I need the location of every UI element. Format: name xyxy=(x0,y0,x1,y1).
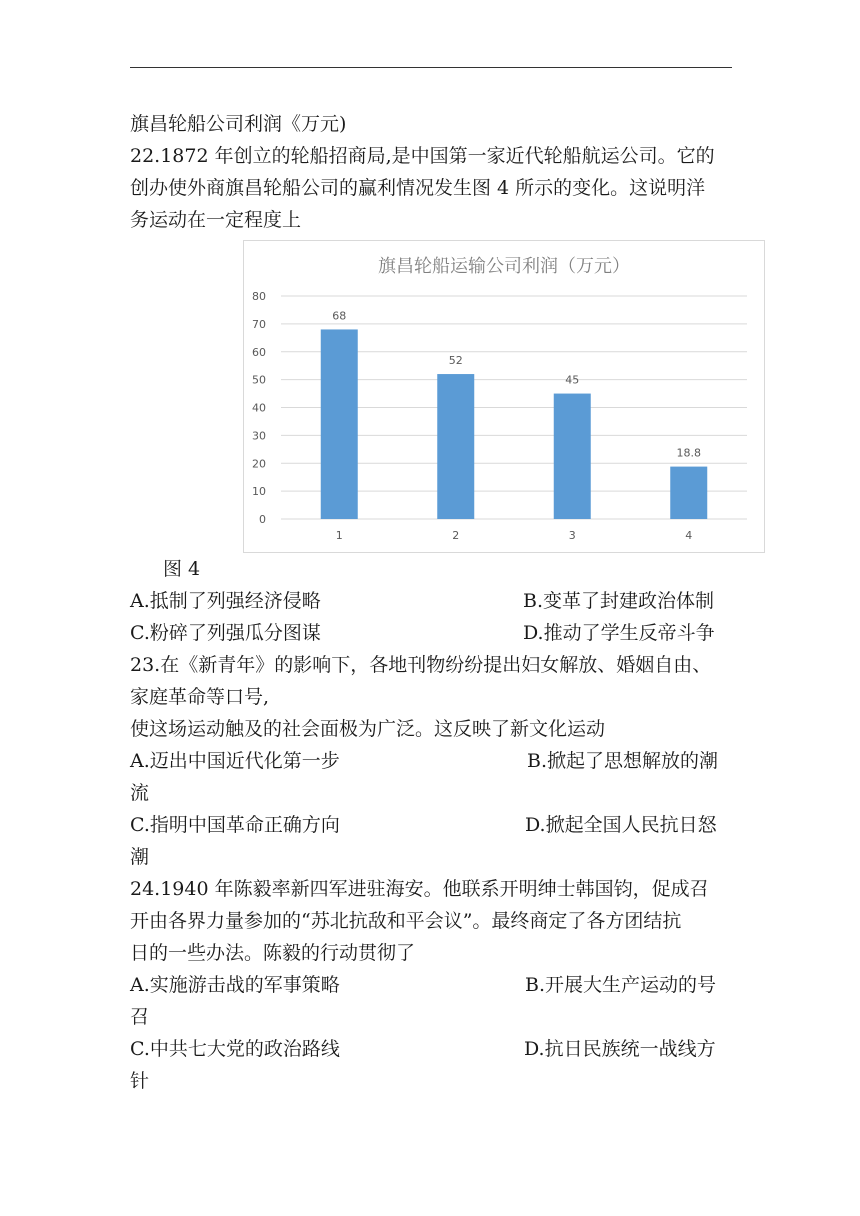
q23-option-d[interactable]: D.掀起全国人民抗日怒 xyxy=(525,814,717,836)
data-label: 68 xyxy=(332,309,347,323)
q23-option-b[interactable]: B.掀起了思想解放的潮 xyxy=(527,750,719,772)
y-tick-label: 80 xyxy=(252,290,266,303)
data-label: 45 xyxy=(565,373,580,387)
q22-stem-line-1: 22.1872 年创立的轮船招商局,是中国第一家近代轮船航运公司。它的 xyxy=(130,145,715,167)
y-tick-label: 50 xyxy=(252,373,266,387)
chart-bars xyxy=(321,329,708,519)
header-rule xyxy=(130,67,732,68)
y-tick-label: 10 xyxy=(252,485,266,499)
q24-option-c[interactable]: C.中共七大党的政治路线 xyxy=(130,1038,340,1060)
chart-x-ticks xyxy=(336,529,693,542)
q24-stem-line-3: 日的一些办法。陈毅的行动贯彻了 xyxy=(130,942,416,964)
q24-stem-line-2: 开由各界力量参加的“苏北抗敌和平会议”。最终商定了各方团结抗 xyxy=(130,910,682,932)
bar-4 xyxy=(670,467,707,519)
x-tick-label: 3 xyxy=(568,529,576,542)
x-tick-label: 4 xyxy=(685,529,693,542)
x-tick-label: 1 xyxy=(335,529,343,542)
q24-option-a[interactable]: A.实施游击战的军事策略 xyxy=(130,974,340,996)
q22-stem-line-2: 创办使外商旗昌轮船公司的赢利情况发生图 4 所示的变化。这说明洋 xyxy=(130,177,706,199)
q23-stem-line-3: 使这场运动触及的社会面极为广泛。这反映了新文化运动 xyxy=(130,718,606,740)
data-label: 52 xyxy=(448,354,463,368)
chart-title: 旗昌轮船运输公司利润（万元） xyxy=(378,256,630,277)
chart-canvas xyxy=(244,241,764,552)
bar-3 xyxy=(554,394,591,519)
data-label: 18.8 xyxy=(676,446,701,460)
y-tick-label: 30 xyxy=(252,429,266,443)
q23-option-a[interactable]: A.迈出中国近代化第一步 xyxy=(130,750,340,772)
q24-stem-line-1: 24.1940 年陈毅率新四军进驻海安。他联系开明绅士韩国钧，促成召 xyxy=(130,878,709,900)
bar-1 xyxy=(321,329,358,519)
q22-option-b[interactable]: B.变革了封建政治体制 xyxy=(523,590,715,612)
q22-option-a[interactable]: A.抵制了列强经济侵略 xyxy=(130,590,321,612)
x-tick-label: 2 xyxy=(452,529,460,542)
q24-option-b[interactable]: B.开展大生产运动的号 xyxy=(525,974,717,996)
q22-option-d[interactable]: D.推动了学生反帝斗争 xyxy=(523,622,715,644)
q24-option-b-wrap: 召 xyxy=(130,1006,150,1028)
y-tick-label: 40 xyxy=(252,401,266,415)
q23-option-c[interactable]: C.指明中国革命正确方向 xyxy=(130,814,340,836)
intro-caption: 旗昌轮船公司利润《万元) xyxy=(130,113,347,135)
q23-stem-line-1: 23.在《新青年》的影响下，各地刊物纷纷提出妇女解放、婚姻自由、 xyxy=(130,654,712,676)
y-tick-label: 20 xyxy=(252,457,266,471)
q23-option-d-wrap: 潮 xyxy=(130,846,150,868)
q24-option-d[interactable]: D.抗日民族统一战线方 xyxy=(524,1038,716,1060)
y-tick-label: 0 xyxy=(259,513,266,526)
y-tick-label: 70 xyxy=(252,317,266,331)
q23-stem-line-2: 家庭革命等口号, xyxy=(130,686,270,708)
figure-label: 图 4 xyxy=(163,558,201,580)
chart-data-labels xyxy=(332,309,701,459)
profit-bar-chart xyxy=(243,240,765,553)
q24-option-d-wrap: 针 xyxy=(130,1070,150,1092)
q22-option-c[interactable]: C.粉碎了列强瓜分图谋 xyxy=(130,622,321,644)
q22-stem-line-3: 务运动在一定程度上 xyxy=(130,209,302,231)
bar-2 xyxy=(437,374,474,519)
chart-y-ticks xyxy=(252,290,266,526)
q23-option-b-wrap: 流 xyxy=(130,782,150,804)
y-tick-label: 60 xyxy=(252,345,266,359)
